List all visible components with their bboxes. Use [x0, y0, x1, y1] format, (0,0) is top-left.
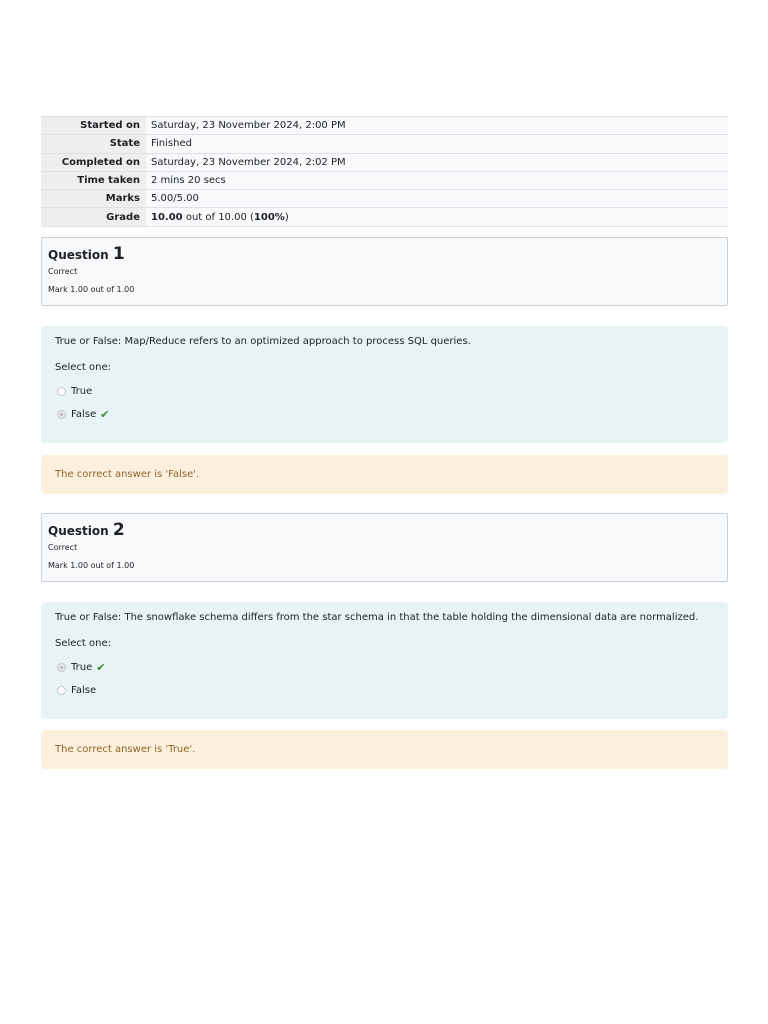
question-state: Correct [48, 267, 78, 276]
summary-row-started [41, 117, 728, 135]
question-label: Question [48, 248, 109, 262]
question-state: Correct [48, 543, 78, 552]
summary-label: Marks [41, 190, 146, 208]
question-number [48, 520, 721, 540]
question-mark: Mark 1.00 out of 1.00 [48, 561, 135, 570]
question-text: True or False: The snowflake schema differs from the star schema in that the table holding the dimensional data are normalized. [55, 612, 699, 623]
option-label: True [71, 385, 93, 397]
grade-percent: 100% [253, 211, 285, 223]
answer-option-false[interactable] [57, 683, 714, 697]
question-mark: Mark 1.00 out of 1.00 [48, 285, 135, 294]
radio-button[interactable] [57, 686, 66, 695]
select-one-prompt: Select one: [55, 362, 112, 373]
summary-row-completed [41, 153, 728, 171]
summary-label: State [41, 135, 146, 153]
summary-label: Started on [41, 117, 146, 135]
question-info-1 [41, 237, 728, 306]
summary-row-state [41, 135, 728, 153]
option-label: True [71, 661, 93, 673]
check-icon: ✔ [96, 660, 106, 674]
summary-value: Finished [146, 135, 728, 153]
answer-option-true[interactable] [57, 384, 714, 398]
question-formulation-1 [41, 326, 728, 443]
summary-value: Saturday, 23 November 2024, 2:00 PM [146, 117, 728, 135]
grade-out-of: out of 10.00 ( [182, 211, 254, 223]
question-number-value: 2 [112, 520, 125, 540]
right-answer-feedback-1: The correct answer is 'False'. [41, 455, 728, 494]
answer-option-true[interactable] [57, 660, 714, 674]
summary-label: Time taken [41, 171, 146, 189]
question-number [48, 244, 721, 264]
grade-close-paren: ) [284, 211, 289, 223]
question-text: True or False: Map/Reduce refers to an optimized approach to process SQL queries. [55, 336, 471, 347]
radio-button-selected[interactable] [57, 410, 66, 419]
summary-label: Completed on [41, 153, 146, 171]
summary-row-grade [41, 208, 728, 226]
grade-score: 10.00 [151, 211, 183, 223]
summary-row-time-taken [41, 171, 728, 189]
summary-value: Saturday, 23 November 2024, 2:02 PM [146, 153, 728, 171]
summary-grade-value [146, 208, 728, 226]
question-number-value: 1 [112, 244, 125, 264]
select-one-prompt: Select one: [55, 638, 112, 649]
option-label: False [71, 684, 97, 696]
summary-value: 5.00/5.00 [146, 190, 728, 208]
question-label: Question [48, 524, 109, 538]
question-formulation-2 [41, 602, 728, 719]
option-label: False [71, 408, 97, 420]
summary-value: 2 mins 20 secs [146, 171, 728, 189]
answer-option-false[interactable] [57, 407, 714, 421]
quiz-summary-table [41, 116, 728, 227]
summary-label: Grade [41, 208, 146, 226]
question-info-2 [41, 513, 728, 582]
radio-button[interactable] [57, 387, 66, 396]
right-answer-feedback-2: The correct answer is 'True'. [41, 730, 728, 769]
radio-button-selected[interactable] [57, 663, 66, 672]
summary-row-marks [41, 190, 728, 208]
check-icon: ✔ [100, 407, 110, 421]
